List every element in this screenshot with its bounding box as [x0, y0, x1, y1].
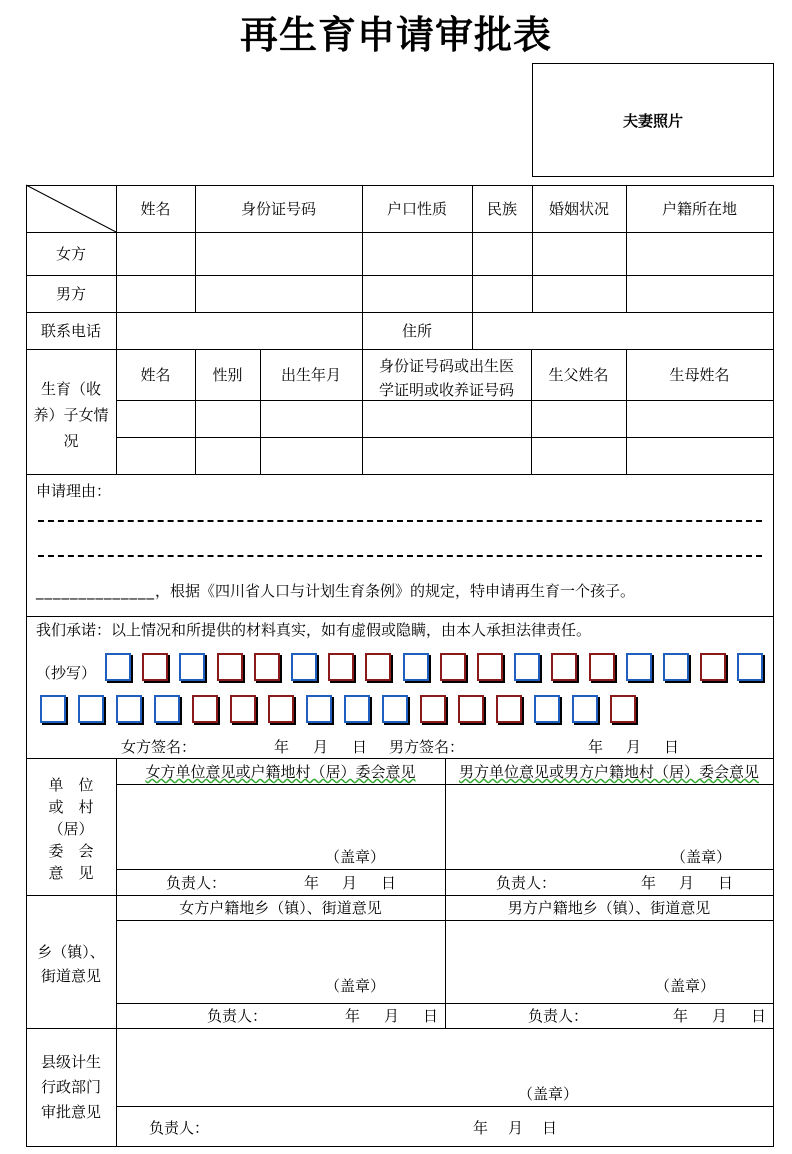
col-child-name: 姓名 [140, 366, 171, 384]
date-year: 年 [473, 1119, 489, 1137]
phone-label: 联系电话 [40, 322, 101, 340]
township-female-responsible: 负责人： [207, 1007, 268, 1025]
date-month: 月 [626, 738, 642, 756]
date-day: 日 [542, 1119, 558, 1137]
unit-female-header [116, 762, 445, 782]
county-responsible: 负责人： [149, 1119, 210, 1137]
copy-char-box[interactable] [610, 695, 636, 723]
table-rule [26, 1146, 774, 1147]
table-rule [26, 474, 774, 475]
form-title: 再生育申请审批表 [239, 12, 552, 57]
row-male: 男方 [55, 285, 86, 303]
copy-char-box[interactable] [179, 653, 205, 681]
col-id: 身份证号码 [240, 200, 316, 218]
table-rule [26, 758, 774, 759]
unit-label [26, 774, 116, 884]
children-label-line: 生育（收 [40, 380, 101, 398]
col-hukou-type: 户口性质 [386, 200, 447, 218]
date-month: 月 [342, 874, 358, 892]
copy-char-box[interactable] [192, 695, 218, 723]
date-month: 月 [679, 874, 695, 892]
county-label-line: 审批意见 [40, 1103, 101, 1121]
date-month: 月 [508, 1119, 524, 1137]
unit-label-line: （居） [48, 820, 94, 838]
copy-char-box[interactable] [420, 695, 446, 723]
col-father: 生父姓名 [548, 366, 609, 384]
copy-char-box[interactable] [154, 695, 180, 723]
table-rule [445, 758, 446, 1028]
female-sign-label: 女方签名： [121, 738, 197, 756]
copy-char-box[interactable] [551, 653, 577, 681]
unit-label-line: 意 见 [48, 864, 94, 882]
reason-text: ，根据《四川省人口与计划生育条例》的规定，特申请再生育一个孩子。 [155, 582, 636, 600]
copy-char-box[interactable] [477, 653, 503, 681]
unit-female-responsible: 负责人： [166, 874, 227, 892]
col-cert-line: 身份证号码或出生医 [378, 357, 514, 375]
date-day: 日 [423, 1007, 439, 1025]
address-label: 住所 [401, 322, 432, 340]
col-mother: 生母姓名 [669, 366, 730, 384]
table-rule [26, 895, 774, 896]
copy-char-box[interactable] [365, 653, 391, 681]
unit-label-line: 或 村 [48, 798, 94, 816]
date-day: 日 [381, 874, 397, 892]
photo-label: 夫妻照片 [622, 112, 683, 130]
copy-char-box[interactable] [344, 695, 370, 723]
date-day: 日 [751, 1007, 767, 1025]
date-month: 月 [384, 1007, 400, 1025]
table-rule [26, 616, 774, 617]
table-rule [116, 437, 774, 438]
col-ethnicity: 民族 [486, 200, 517, 218]
date-month: 月 [313, 738, 329, 756]
col-name: 姓名 [140, 200, 171, 218]
unit-male-responsible: 负责人： [496, 874, 557, 892]
copy-char-box[interactable] [254, 653, 280, 681]
table-rule [26, 1028, 774, 1029]
township-female-seal: （盖章） [325, 977, 386, 995]
copy-char-box[interactable] [572, 695, 598, 723]
township-label [26, 940, 116, 988]
date-day: 日 [718, 874, 734, 892]
copy-char-box[interactable] [700, 653, 726, 681]
col-cert [362, 354, 531, 402]
township-label-line: 街道意见 [40, 967, 101, 985]
unit-label-line: 委 会 [48, 842, 94, 860]
reason-sentence [36, 581, 635, 601]
township-male-header: 男方户籍地乡（镇）、街道意见 [507, 899, 711, 917]
diagonal-line [0, 0, 792, 300]
township-male-responsible: 负责人： [528, 1007, 589, 1025]
copy-char-box[interactable] [291, 653, 317, 681]
col-birth: 出生年月 [280, 366, 341, 384]
date-day: 日 [352, 738, 368, 756]
date-year: 年 [641, 874, 657, 892]
unit-male-text: 男方单位意见或男方户籍地村（居）委会意见 [458, 763, 759, 781]
reason-dash-line [38, 520, 762, 522]
reason-label: 申请理由： [36, 482, 112, 500]
copy-char-box[interactable] [78, 695, 104, 723]
copy-char-box[interactable] [40, 695, 66, 723]
county-label [26, 1050, 116, 1125]
county-label-line: 县级计生 [40, 1053, 101, 1071]
copy-char-box[interactable] [105, 653, 131, 681]
date-year: 年 [673, 1007, 689, 1025]
copy-char-box[interactable] [268, 695, 294, 723]
table-rule [116, 1106, 774, 1107]
col-cert-line: 学证明或收养证号码 [378, 381, 514, 399]
copy-char-box[interactable] [328, 653, 354, 681]
table-rule [472, 312, 473, 349]
date-year: 年 [345, 1007, 361, 1025]
reason-dash-line [38, 555, 762, 557]
row-female: 女方 [55, 245, 86, 263]
unit-female-seal: （盖章） [325, 848, 386, 866]
copy-char-box[interactable] [534, 695, 560, 723]
copy-char-box[interactable] [230, 695, 256, 723]
unit-female-text: 女方单位意见或户籍地村（居）委会意见 [145, 763, 416, 781]
copy-char-box[interactable] [663, 653, 689, 681]
table-rule [116, 312, 117, 349]
copy-char-box[interactable] [217, 653, 243, 681]
copy-char-box[interactable] [142, 653, 168, 681]
copy-char-box[interactable] [306, 695, 332, 723]
copy-char-box[interactable] [458, 695, 484, 723]
copy-char-box[interactable] [589, 653, 615, 681]
date-day: 日 [664, 738, 680, 756]
reason-blank: ______________ [36, 582, 155, 600]
township-male-seal: （盖章） [655, 977, 716, 995]
col-gender: 性别 [212, 366, 243, 384]
copy-char-box[interactable] [626, 653, 652, 681]
county-seal: （盖章） [518, 1085, 579, 1103]
children-label-line: 况 [63, 432, 79, 450]
unit-male-seal: （盖章） [671, 848, 732, 866]
date-year: 年 [274, 738, 290, 756]
date-year: 年 [588, 738, 604, 756]
col-marital: 婚姻状况 [548, 200, 609, 218]
children-label-line: 养）子女情 [33, 406, 109, 424]
table-rule [26, 312, 774, 313]
date-month: 月 [712, 1007, 728, 1025]
table-rule [26, 349, 774, 350]
copy-char-box[interactable] [116, 695, 142, 723]
date-year: 年 [304, 874, 320, 892]
county-label-line: 行政部门 [40, 1078, 101, 1096]
male-sign-label: 男方签名： [389, 738, 465, 756]
table-rule [116, 758, 117, 1146]
township-label-line: 乡（镇）、 [37, 943, 105, 961]
col-hukou-place: 户籍所在地 [661, 200, 737, 218]
copy-char-box[interactable] [382, 695, 408, 723]
children-label [26, 376, 116, 454]
unit-label-line: 单 位 [48, 776, 94, 794]
promise-text: 我们承诺：以上情况和所提供的材料真实，如有虚假或隐瞒，由本人承担法律责任。 [36, 621, 592, 639]
copy-char-box[interactable] [403, 653, 429, 681]
copy-char-box[interactable] [737, 653, 763, 681]
copy-char-box[interactable] [496, 695, 522, 723]
unit-male-header [445, 762, 773, 782]
copy-char-box[interactable] [440, 653, 466, 681]
table-rule [773, 185, 774, 1147]
township-female-header: 女方户籍地乡（镇）、街道意见 [179, 899, 382, 917]
copy-char-box[interactable] [514, 653, 540, 681]
copy-label: （抄写） [36, 664, 97, 682]
